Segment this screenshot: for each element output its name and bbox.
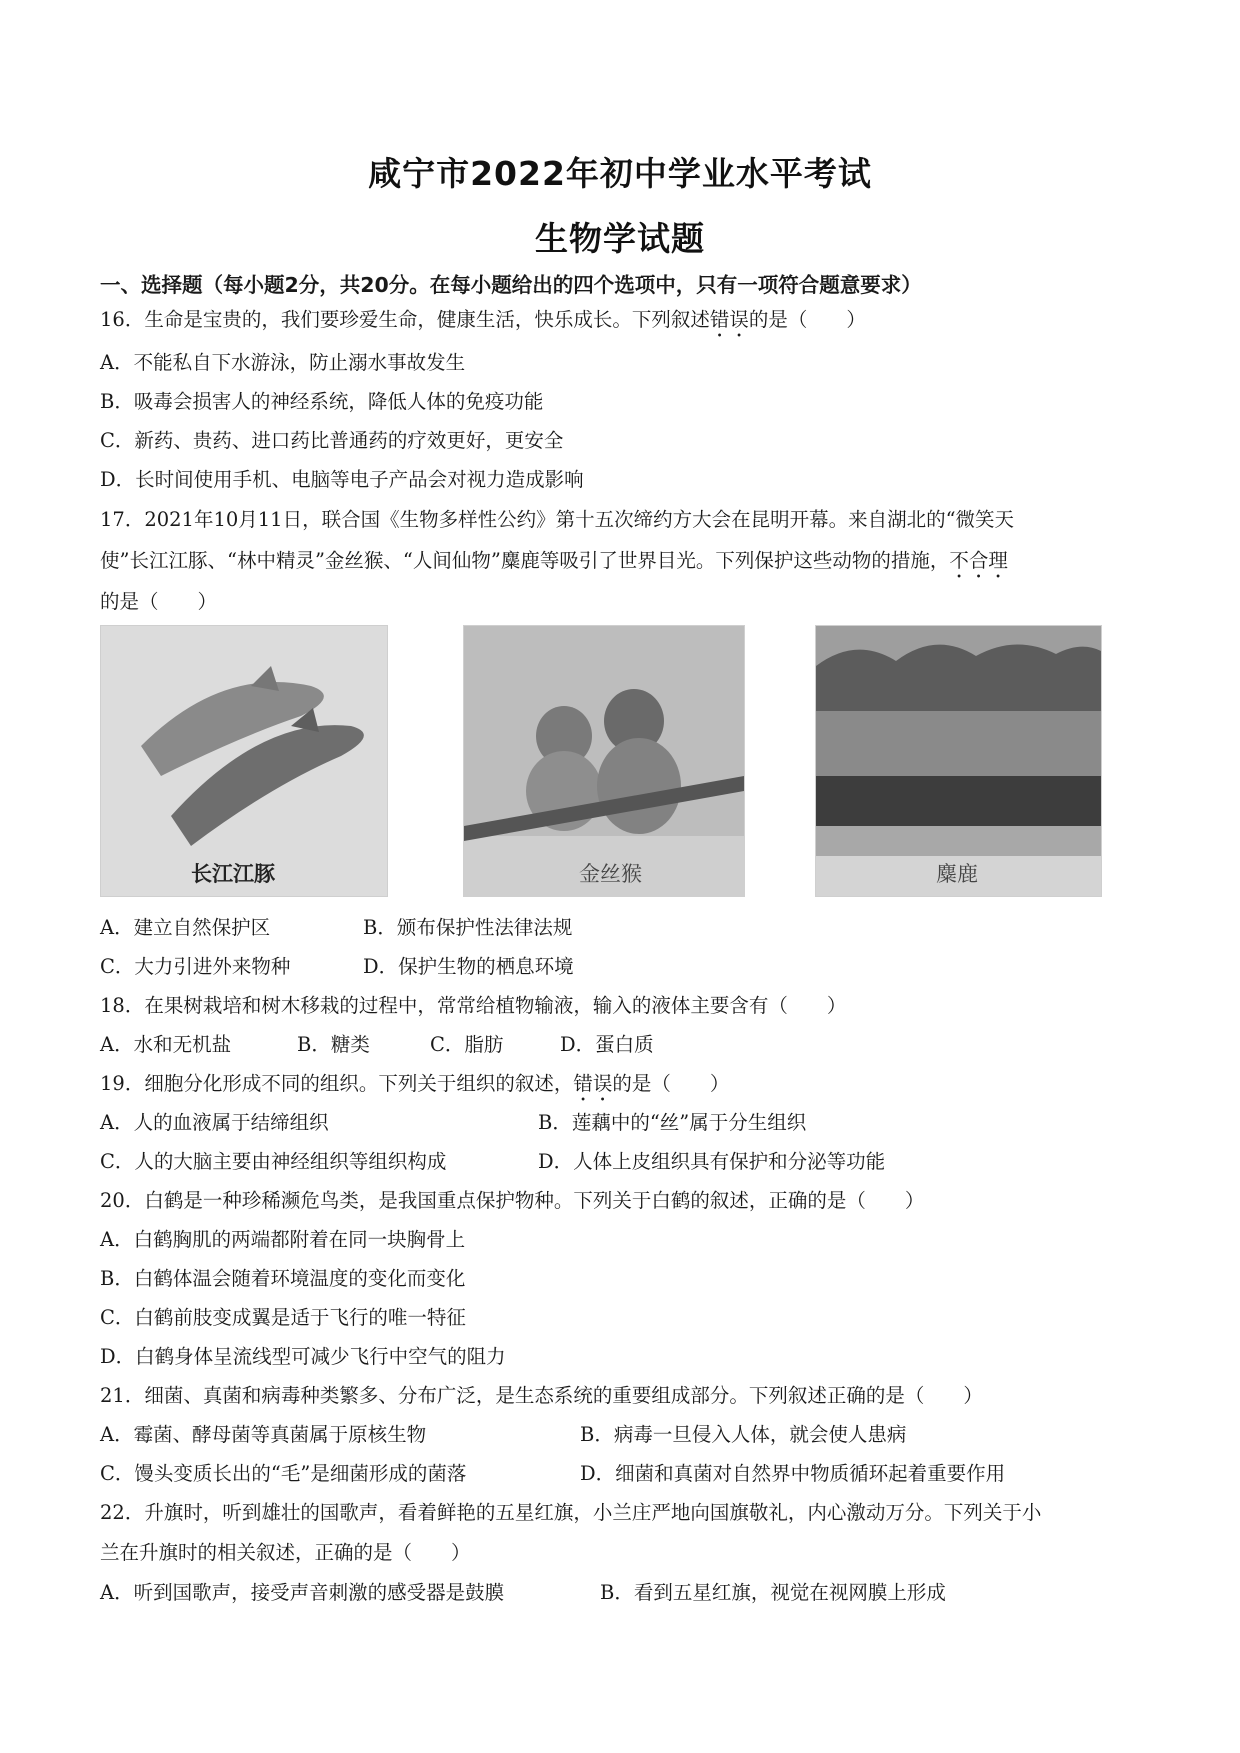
caption-porpoise: 长江江豚: [191, 861, 275, 886]
caption-pere-davids-deer: 麋鹿: [936, 862, 978, 886]
q20-option-b: B．白鹤体温会随着环境温度的变化而变化: [100, 1267, 466, 1290]
q19-option-a: A．人的血液属于结缔组织: [100, 1111, 329, 1134]
caption-golden-monkey: 金丝猴: [579, 862, 642, 886]
q17-stem-line2: 使”长江江豚、“林中精灵”金丝猴、“人间仙物”麋鹿等吸引了世界目光。下列保护这些动物的措施，不合理: [100, 549, 1008, 572]
q17-option-c: C．大力引进外来物种: [100, 955, 291, 978]
q17-stem-line1: 17．2021年10月11日，联合国《生物多样性公约》第十五次缔约方大会在昆明开幕。来自湖北的“微笑天: [100, 508, 1015, 531]
q22-stem-line1: 22．升旗时，听到雄壮的国歌声，看着鲜艳的五星红旗，小兰庄严地向国旗敬礼，内心激动万分。下列关于小: [100, 1501, 1042, 1524]
q18-option-a: A．水和无机盐: [100, 1033, 232, 1056]
q16-option-b: B．吸毒会损害人的神经系统，降低人体的免疫功能: [100, 390, 544, 413]
q16-option-a: A．不能私自下水游泳，防止溺水事故发生: [100, 351, 466, 374]
q18-option-b: B．糖类: [297, 1033, 370, 1056]
q19-option-d: D．人体上皮组织具有保护和分泌等功能: [538, 1150, 886, 1173]
exam-title: 咸宁市2022年初中学业水平考试: [368, 154, 872, 193]
q22-stem-line2: 兰在升旗时的相关叙述，正确的是（ ）: [100, 1541, 471, 1564]
q16-option-c: C．新药、贵药、进口药比普通药的疗效更好，更安全: [100, 429, 564, 452]
q17-option-d: D．保护生物的栖息环境: [363, 955, 574, 978]
pere-davids-deer-photo: [815, 625, 1102, 897]
q19-option-b: B．莲藕中的“丝”属于分生组织: [538, 1111, 807, 1134]
finless-porpoise-photo: [100, 625, 388, 897]
q20-option-d: D．白鹤身体呈流线型可减少飞行中空气的阻力: [100, 1345, 506, 1368]
q17-stem-line3: 的是（ ）: [100, 590, 218, 613]
q21-option-b: B．病毒一旦侵入人体，就会使人患病: [580, 1423, 907, 1446]
golden-monkey-photo: [463, 625, 745, 897]
q18-stem: 18．在果树栽培和树木移栽的过程中，常常给植物输液，输入的液体主要含有（ ）: [100, 994, 847, 1017]
q21-stem: 21．细菌、真菌和病毒种类繁多、分布广泛，是生态系统的重要组成部分。下列叙述正确的是（ ）: [100, 1384, 983, 1407]
q20-option-c: C．白鹤前肢变成翼是适于飞行的唯一特征: [100, 1306, 466, 1329]
q16-option-d: D．长时间使用手机、电脑等电子产品会对视力造成影响: [100, 468, 584, 491]
q22-option-b: B．看到五星红旗，视觉在视网膜上形成: [600, 1581, 946, 1604]
q18-option-d: D．蛋白质: [560, 1033, 654, 1056]
q19-option-c: C．人的大脑主要由神经组织等组织构成: [100, 1150, 447, 1173]
q20-option-a: A．白鹤胸肌的两端都附着在同一块胸骨上: [100, 1228, 466, 1251]
q16-emphasis: 错误: [709, 308, 749, 331]
q19-stem: 19．细胞分化形成不同的组织。下列关于组织的叙述，错误的是（ ）: [100, 1072, 730, 1095]
q18-option-c: C．脂肪: [430, 1033, 504, 1056]
q22-option-a: A．听到国歌声，接受声音刺激的感受器是鼓膜: [100, 1581, 505, 1604]
q17-option-a: A．建立自然保护区: [100, 916, 271, 939]
q21-option-a: A．霉菌、酵母菌等真菌属于原核生物: [100, 1423, 427, 1446]
q17-option-b: B．颁布保护性法律法规: [363, 916, 573, 939]
q21-option-c: C．馒头变质长出的“毛”是细菌形成的菌落: [100, 1462, 467, 1485]
q16-stem: 16．生命是宝贵的，我们要珍爱生命，健康生活，快乐成长。下列叙述错误的是（ ）: [100, 308, 866, 331]
q21-option-d: D．细菌和真菌对自然界中物质循环起着重要作用: [580, 1462, 1006, 1485]
exam-subtitle: 生物学试题: [535, 219, 705, 258]
section-heading: 一、选择题（每小题2分，共20分。在每小题给出的四个选项中，只有一项符合题意要求）: [100, 273, 922, 297]
q20-stem: 20．白鹤是一种珍稀濒危鸟类，是我国重点保护物种。下列关于白鹤的叙述，正确的是（ ）: [100, 1189, 925, 1212]
q17-emphasis: 不合理: [949, 549, 1008, 572]
q19-emphasis: 错误: [573, 1072, 613, 1095]
